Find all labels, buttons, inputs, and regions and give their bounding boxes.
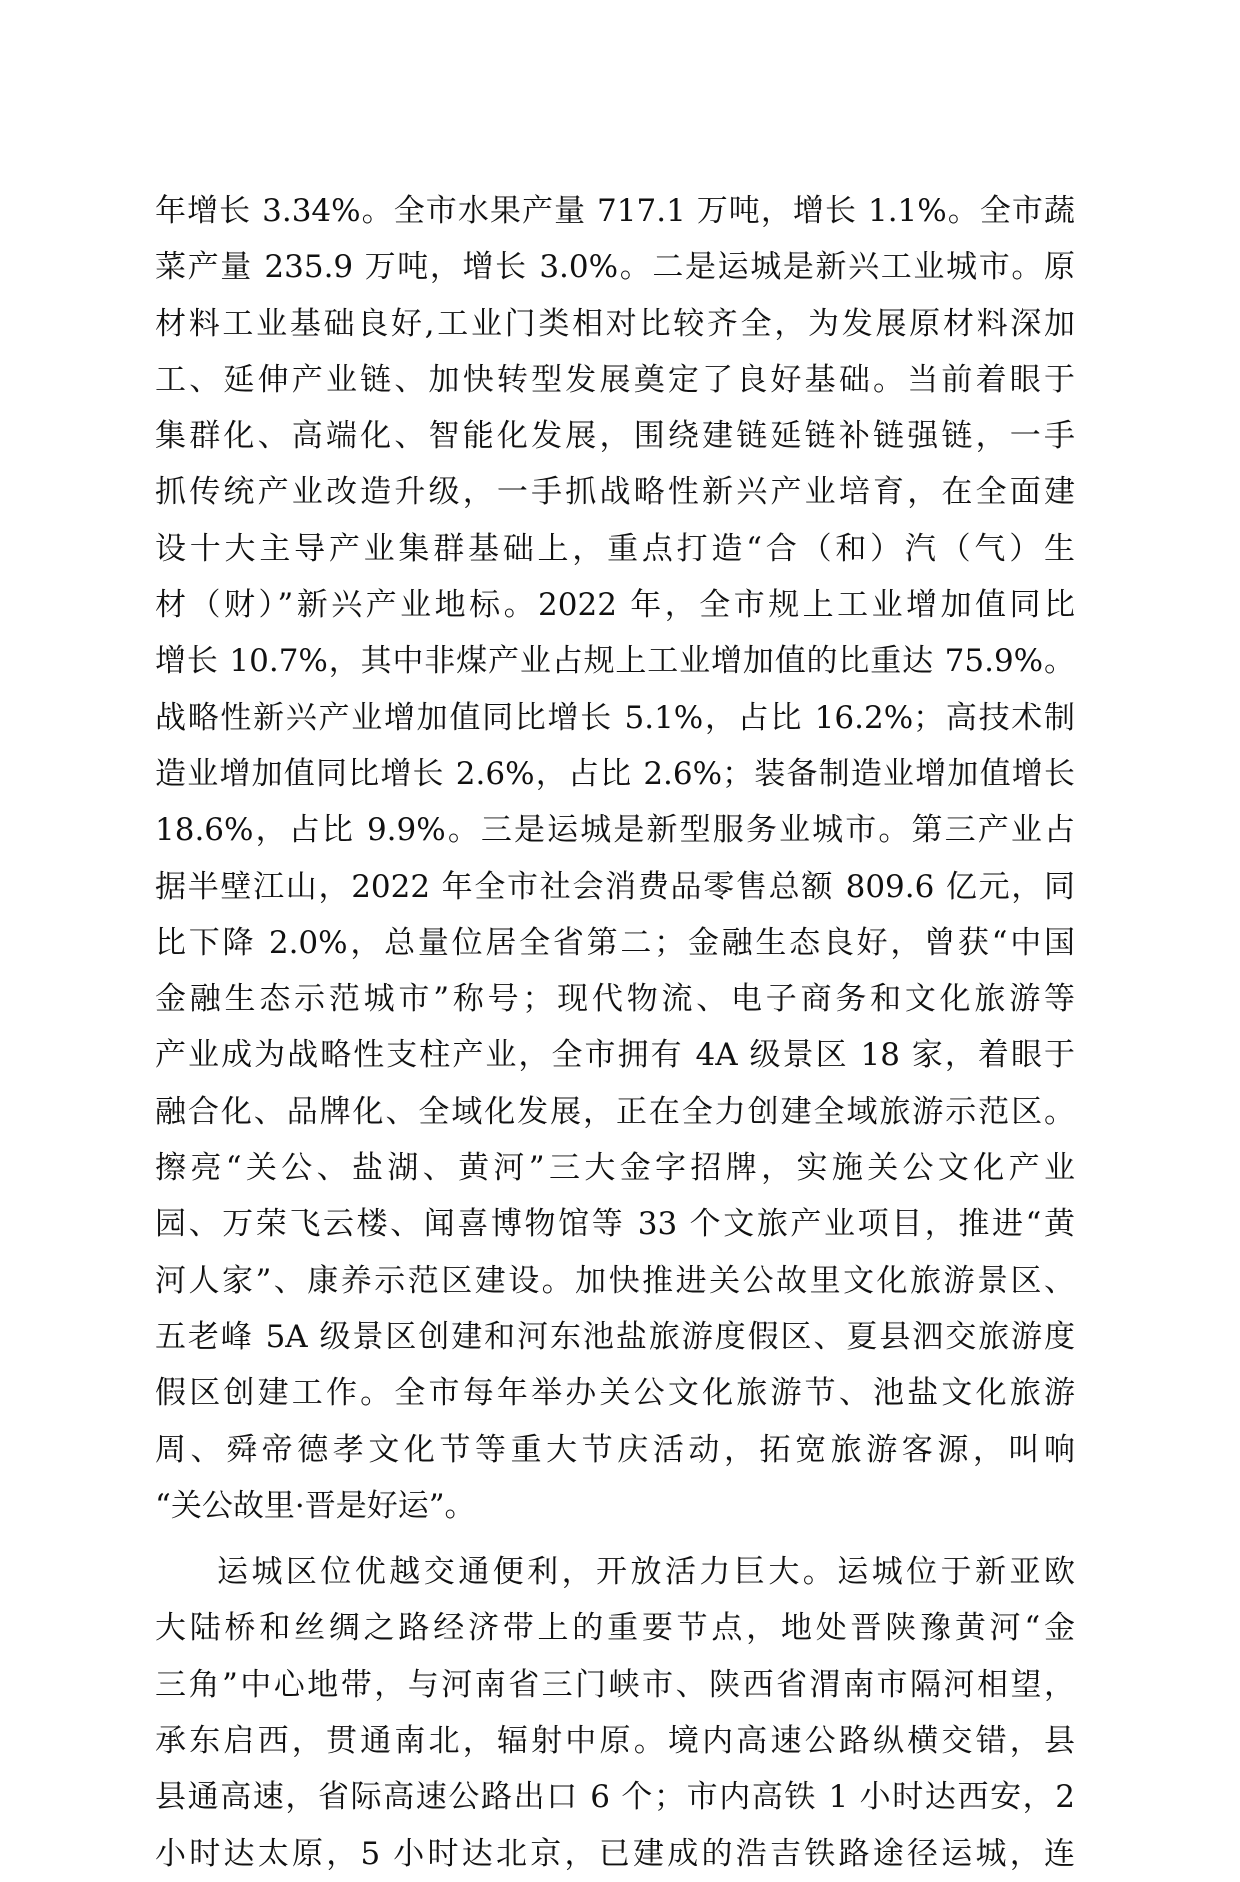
text-line: 造业增加值同比增长 2.6%，占比 2.6%；装备制造业增加值增长 <box>155 755 1075 792</box>
paragraph-gap <box>155 1534 1075 1544</box>
text-line: 融合化、品牌化、全域化发展，正在全力创建全域旅游示范区。 <box>155 1093 1075 1130</box>
text-line: 假区创建工作。全市每年举办关公文化旅游节、池盐文化旅游 <box>155 1375 1075 1412</box>
text-line: 运城区位优越交通便利，开放活力巨大。运城位于新亚欧 <box>217 1554 1075 1591</box>
text-line: 增长 10.7%，其中非煤产业占规上工业增加值的比重达 75.9%。 <box>155 643 1075 680</box>
paragraph-2 <box>155 1544 1075 1882</box>
text-line: 战略性新兴产业增加值同比增长 5.1%，占比 16.2%；高技术制 <box>155 699 1075 736</box>
text-line: 据半壁江山，2022 年全市社会消费品零售总额 809.6 亿元，同 <box>155 868 1075 905</box>
text-line: 五老峰 5A 级景区创建和河东池盐旅游度假区、夏县泗交旅游度 <box>155 1318 1075 1355</box>
text-line: 材料工业基础良好,工业门类相对比较齐全，为发展原材料深加 <box>155 305 1075 342</box>
paragraph-1 <box>155 183 1075 1534</box>
text-line: 年增长 3.34%。全市水果产量 717.1 万吨，增长 1.1%。全市蔬 <box>155 193 1075 229</box>
text-line: 18.6%，占比 9.9%。三是运城是新型服务业城市。第三产业占 <box>155 812 1075 849</box>
text-line: 河人家”、康养示范区建设。加快推进关公故里文化旅游景区、 <box>155 1262 1075 1299</box>
text-line: 材（财）”新兴产业地标。2022 年，全市规上工业增加值同比 <box>155 587 1075 624</box>
text-line: 菜产量 235.9 万吨，增长 3.0%。二是运城是新兴工业城市。原 <box>155 249 1075 286</box>
text-line: 周、舜帝德孝文化节等重大节庆活动，拓宽旅游客源，叫响 <box>155 1431 1075 1468</box>
text-line: 擦亮“关公、盐湖、黄河”三大金字招牌，实施关公文化产业 <box>155 1150 1075 1187</box>
text-line: 园、万荣飞云楼、闻喜博物馆等 33 个文旅产业项目，推进“黄 <box>155 1206 1075 1243</box>
text-line: 产业成为战略性支柱产业，全市拥有 4A 级景区 18 家，着眼于 <box>155 1037 1075 1074</box>
text-line: 小时达太原，5 小时达北京，已建成的浩吉铁路途径运城，连 <box>155 1835 1075 1872</box>
text-line: 三角”中心地带，与河南省三门峡市、陕西省渭南市隔河相望， <box>155 1666 1075 1703</box>
document-body <box>155 183 1075 1882</box>
text-line: 金融生态示范城市”称号；现代物流、电子商务和文化旅游等 <box>155 981 1075 1018</box>
text-line: 大陆桥和丝绸之路经济带上的重要节点，地处晋陕豫黄河“金 <box>155 1610 1075 1647</box>
text-line: 县通高速，省际高速公路出口 6 个；市内高铁 1 小时达西安，2 <box>155 1779 1075 1816</box>
text-line: 比下降 2.0%，总量位居全省第二；金融生态良好，曾获“中国 <box>155 924 1075 961</box>
text-line: 工、延伸产业链、加快转型发展奠定了良好基础。当前着眼于 <box>155 361 1075 398</box>
text-line: 集群化、高端化、智能化发展，围绕建链延链补链强链，一手 <box>155 418 1075 455</box>
text-line: 抓传统产业改造升级，一手抓战略性新兴产业培育，在全面建 <box>155 474 1075 511</box>
text-line: 承东启西，贯通南北，辐射中原。境内高速公路纵横交错，县 <box>155 1723 1075 1760</box>
text-line: 设十大主导产业集群基础上，重点打造“合（和）汽（气）生 <box>155 530 1075 567</box>
text-line: “关公故里·晋是好运”。 <box>155 1487 476 1524</box>
